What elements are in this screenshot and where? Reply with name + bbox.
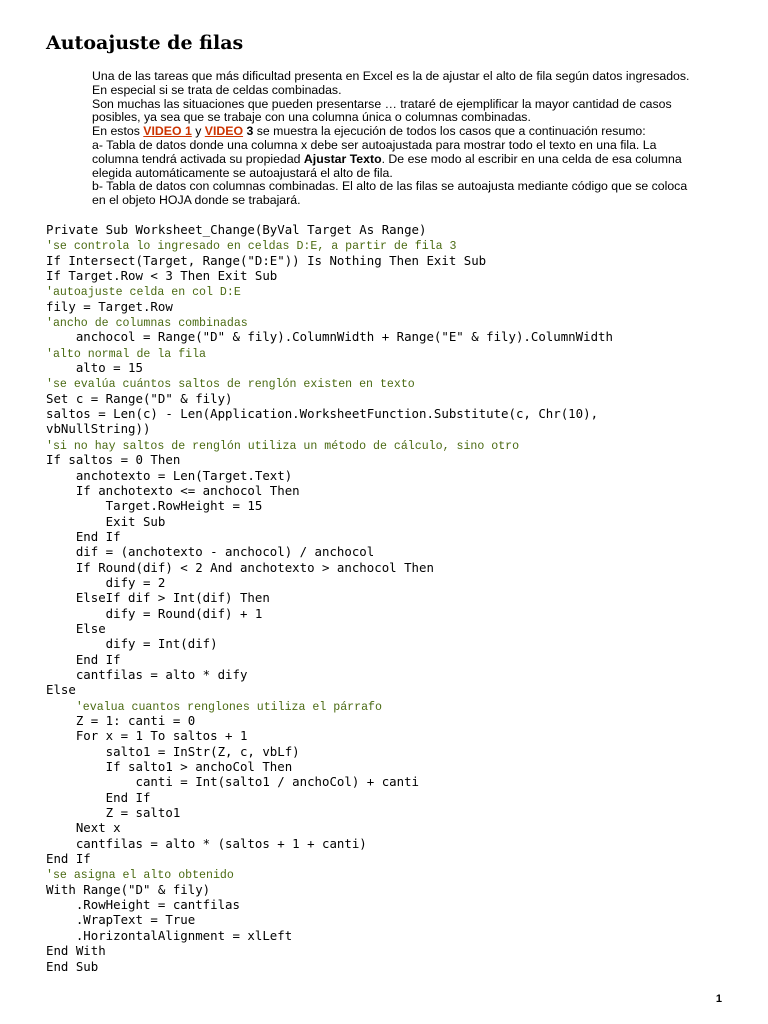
intro-text-segment: y [191, 124, 205, 139]
intro-line: b- Tabla de datos con columnas combinadas. El alto de las filas se autoajusta mediante código que se coloca [92, 179, 688, 194]
code-line: .HorizontalAlignment = xlLeft [46, 927, 293, 943]
code-line: Next x [46, 820, 121, 836]
code-line: Exit Sub [46, 513, 166, 529]
code-line: .WrapText = True [46, 912, 196, 928]
code-line: If Target.Row < 3 Then Exit Sub [46, 268, 278, 284]
code-line: dify = Round(dif) + 1 [46, 605, 263, 621]
code-line: cantfilas = alto * (saltos + 1 + canti) [46, 835, 367, 851]
intro-text-segment: columna tendrá activada su propiedad [92, 151, 304, 166]
code-line: Else [46, 620, 106, 636]
code-line: Private Sub Worksheet_Change(ByVal Target As Range) [46, 222, 427, 237]
code-comment-line: 'si no hay saltos de renglón utiliza un método de cálculo, sino otro [46, 439, 520, 453]
code-comment-line: 'alto normal de la fila [46, 347, 207, 361]
code-line: Set c = Range("D" & fily) [46, 390, 233, 406]
code-line: saltos = Len(c) - Len(Application.WorksheetFunction.Substitute(c, Chr(10), [46, 406, 599, 422]
code-line: If salto1 > anchoCol Then [46, 759, 293, 775]
vba-code-block [46, 222, 746, 974]
intro-line: Una de las tareas que más dificultad presenta en Excel es la de ajustar el alto de fila según datos ingresados. [92, 69, 690, 83]
intro-line: posibles, ya sea que se trabaje con una columna única o columnas combinadas. [92, 110, 531, 125]
code-line: dif = (anchotexto - anchocol) / anchocol [46, 544, 375, 560]
code-comment-line: 'ancho de columnas combinadas [46, 317, 248, 331]
intro-line: Son muchas las situaciones que pueden presentarse … trataré de ejemplificar la mayor cantidad de casos [92, 96, 672, 111]
intro-line: a- Tabla de datos donde una columna x debe ser autoajustada para mostrar todo el texto en una fila. La [92, 137, 657, 152]
code-line: alto = 15 [46, 360, 143, 376]
intro-line: elegida automáticamente se autoajustará el alto de fila. [92, 165, 393, 180]
code-comment-line: 'se evalúa cuántos saltos de renglón existen en texto [46, 378, 415, 392]
video-number: 3 [243, 124, 254, 139]
code-line: End If [46, 789, 151, 805]
code-line: dify = Int(dif) [46, 636, 218, 652]
video-1-link[interactable]: VIDEO 1 [143, 124, 192, 139]
code-line: vbNullString)) [46, 421, 151, 437]
code-line: fily = Target.Row [46, 298, 173, 314]
intro-line-videos [92, 125, 732, 139]
intro-text-segment: . De ese modo al escribir en una celda de esa columna [381, 151, 682, 166]
intro-line [92, 153, 732, 167]
code-line: .RowHeight = cantfilas [46, 897, 240, 913]
code-line: If saltos = 0 Then [46, 452, 181, 468]
code-line: End If [46, 528, 121, 544]
video-3-link[interactable]: VIDEO [204, 124, 244, 139]
page-number: 1 [715, 993, 722, 1005]
intro-text-segment: se muestra la ejecución de todos los casos que a continuación resumo: [253, 124, 646, 139]
code-line: Z = 1: canti = 0 [46, 713, 196, 728]
ajustar-texto-label: Ajustar Texto [303, 151, 382, 166]
code-line: Target.RowHeight = 15 [46, 498, 263, 514]
code-line: dify = 2 [46, 574, 166, 590]
code-line: If Intersect(Target, Range("D:E")) Is Nothing Then Exit Sub [46, 252, 487, 268]
code-line: If Round(dif) < 2 And anchotexto > anchocol Then [46, 559, 434, 575]
code-line: For x = 1 To saltos + 1 [46, 728, 248, 744]
code-line: With Range("D" & fily) [46, 881, 211, 897]
code-line: Else [46, 682, 76, 698]
code-line: ElseIf dif > Int(dif) Then [46, 590, 270, 606]
code-comment-line: 'autoajuste celda en col D:E [46, 286, 241, 300]
intro-line: en el objeto HOJA donde se trabajará. [92, 193, 301, 208]
code-line: If anchotexto <= anchocol Then [46, 482, 300, 498]
code-line: End With [46, 943, 106, 959]
intro-text [92, 70, 732, 208]
code-line: End If [46, 851, 91, 867]
code-line: canti = Int(salto1 / anchoCol) + canti [46, 774, 419, 790]
code-line: anchotexto = Len(Target.Text) [46, 467, 293, 483]
intro-text-segment: En estos [92, 124, 144, 139]
intro-line: En especial si se trata de celdas combinadas. [92, 82, 342, 97]
code-line: End If [46, 651, 121, 667]
page-title: Autoajuste de filas [46, 32, 244, 54]
code-comment-line: 'se controla lo ingresado en celdas D:E, a partir de fila 3 [46, 240, 457, 254]
code-line: Z = salto1 [46, 805, 181, 821]
code-comment-line: 'se asigna el alto obtenido [46, 869, 234, 883]
code-line: salto1 = InStr(Z, c, vbLf) [46, 743, 300, 759]
code-line: anchocol = Range("D" & fily).ColumnWidth + Range("E" & fily).ColumnWidth [46, 329, 613, 345]
code-comment-line: 'evalua cuantos renglones utiliza el párrafo [75, 700, 382, 714]
code-line: cantfilas = alto * dify [46, 666, 248, 682]
code-line: End Sub [46, 958, 99, 974]
